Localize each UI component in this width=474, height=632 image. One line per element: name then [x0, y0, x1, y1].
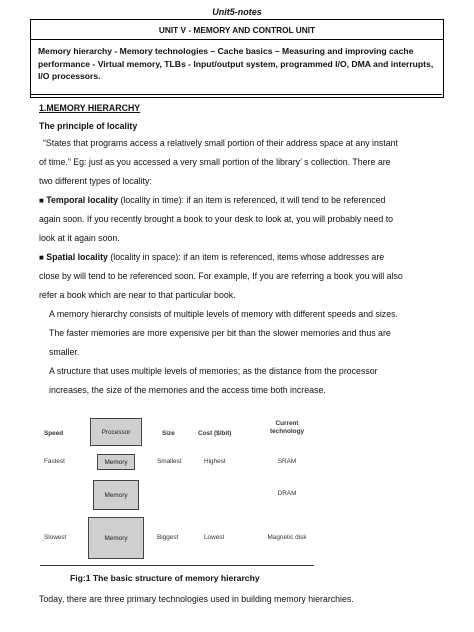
section-divider — [30, 94, 442, 95]
spatial-locality-line-2: close by will tend to be referenced soon. For example, If you are referring a book you will also — [39, 271, 403, 281]
row1-speed: Fastest — [44, 458, 65, 465]
spatial-locality-line-3: refer a book which are near to that particular book. — [39, 290, 236, 300]
row3-size: Biggest — [157, 534, 179, 541]
unit-box — [30, 19, 444, 98]
unit-title: UNIT V - MEMORY AND CONTROL UNIT — [31, 20, 443, 40]
hierarchy-para-line-3: smaller. — [49, 347, 80, 357]
hierarchy-para-line-2: The faster memories are more expensive per bit than the slower memories and thus are — [49, 328, 391, 338]
spatial-term: Spatial locality — [46, 252, 108, 262]
row1-cost: Highest — [204, 458, 226, 465]
memory-level-1-block: Memory — [97, 454, 135, 470]
column-size: Size — [162, 430, 175, 437]
unit-syllabus: Memory hierarchy - Memory technologies – Cache basics – Measuring and improving cache performance - Virtual memory, TLBs - Input/output system, programmed I/O, DMA and interrupts, I/O processors. — [38, 46, 434, 81]
row1-technology: SRAM — [277, 458, 297, 465]
temporal-locality-line-3: look at it again soon. — [39, 233, 120, 243]
column-cost: Cost ($/bit) — [198, 430, 232, 437]
structure-para-line-1: A structure that uses multiple levels of memories; as the distance from the processor — [49, 366, 378, 376]
figure-caption: Fig:1 The basic structure of memory hierarchy — [70, 573, 260, 583]
row3-cost: Lowest — [204, 534, 225, 541]
column-speed: Speed — [44, 430, 64, 437]
memory-level-3-block: Memory — [88, 517, 144, 559]
bullet-icon: ■ — [39, 196, 44, 205]
temporal-locality-line-1 — [39, 191, 439, 210]
memory-hierarchy-figure — [40, 410, 330, 570]
section-heading: 1.MEMORY HIERARCHY — [39, 103, 141, 113]
processor-block: Processor — [90, 418, 142, 446]
bullet-icon: ■ — [39, 253, 44, 262]
closing-sentence: Today, there are three primary technologies used in building memory hierarchies. — [39, 594, 354, 604]
row1-size: Smallest — [157, 458, 182, 465]
intro-line-3: two different types of locality: — [39, 176, 152, 186]
column-technology-1: Current — [275, 420, 299, 427]
structure-para-line-2: increases, the size of the memories and the access time both increase. — [49, 385, 326, 395]
column-technology-2: technology — [269, 428, 305, 435]
row3-speed: Slowest — [44, 534, 67, 541]
row2-technology: DRAM — [277, 490, 297, 497]
spatial-locality-line-1 — [39, 248, 439, 267]
section-subheading: The principle of locality — [39, 121, 138, 131]
header-note: Unit5-notes — [212, 7, 262, 17]
row3-technology: Magnetic disk — [267, 534, 307, 541]
figure-baseline — [40, 565, 314, 566]
temporal-text-1: (locality in time): if an item is referenced, it will tend to be referenced — [118, 195, 386, 205]
intro-line-2: of time.” Eg: just as you accessed a very small portion of the library’ s collection. There are — [39, 157, 391, 167]
temporal-locality-line-2: again soon. If you recently brought a book to your desk to look at, you will probably need to — [39, 214, 394, 224]
memory-level-2-block: Memory — [93, 480, 139, 510]
intro-line-1: “States that programs access a relatively small portion of their address space at any instant — [43, 138, 398, 148]
hierarchy-para-line-1: A memory hierarchy consists of multiple levels of memory with different speeds and sizes. — [49, 309, 398, 319]
spatial-text-1: (locality in space): if an item is referenced, items whose addresses are — [107, 252, 385, 262]
temporal-term: Temporal locality — [46, 195, 118, 205]
